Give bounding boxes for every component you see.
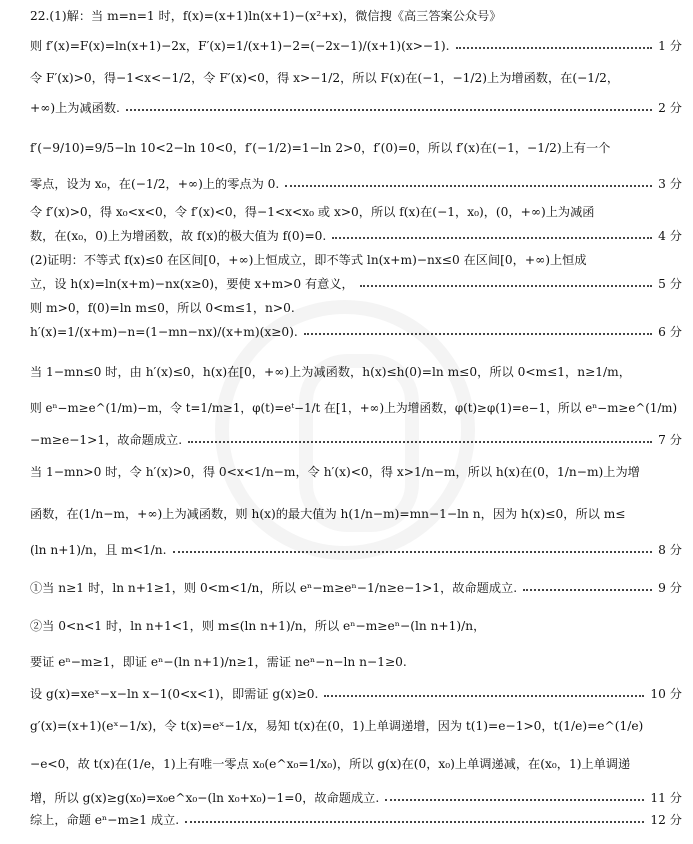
line-text: h′(x)=1/(x+m)−n=(1−mn−nx)/(x+m)(x≥0). (30, 325, 298, 339)
solution-line (30, 464, 682, 480)
line-text: 函数，在(1/n−m，+∞)上为减函数，则 h(x)的最大值为 h(1/n−m)=mn−1−ln n，因为 h(x)≤0，所以 m≤ (30, 507, 626, 521)
score-mark: 6 分 (658, 325, 682, 339)
solution-line (30, 654, 682, 670)
line-text: 则 m>0，f(0)=ln m≤0，所以 0<m≤1，n>0. (30, 301, 295, 315)
dot-leader (360, 285, 652, 287)
score-mark: 9 分 (658, 581, 682, 595)
solution-line (30, 580, 682, 596)
score-mark: 11 分 (650, 791, 682, 805)
solution-line (30, 228, 682, 244)
line-text: 则 eⁿ−m≥e^(1/m)−m，令 t=1/m≥1，φ(t)=eᵗ−1/t 在[1，+∞)上为增函数，φ(t)≥φ(1)=e−1，所以 eⁿ−m≥e^(1/m) (30, 401, 678, 415)
solution-line (30, 100, 682, 116)
solution-line (30, 790, 682, 806)
score-mark: 8 分 (658, 543, 682, 557)
score-mark: 10 分 (650, 687, 682, 701)
solution-line (30, 686, 682, 702)
dot-leader (332, 237, 652, 239)
dot-leader (188, 441, 652, 443)
line-text: +∞)上为减函数. (30, 101, 120, 115)
line-text: 令 F′(x)>0，得−1<x<−1/2，令 F′(x)<0，得 x>−1/2，所以 F(x)在(−1，−1/2)上为增函数，在(−1/2， (30, 71, 620, 85)
score-mark: 4 分 (658, 229, 682, 243)
line-text: −m≥e−1>1，故命题成立. (30, 433, 183, 447)
solution-line (30, 70, 682, 86)
line-text: 当 1−mn≤0 时，由 h′(x)≤0，h(x)在[0，+∞)上为减函数，h(x)≤h(0)=ln m≤0，所以 0<m≤1，n≥1/m， (30, 365, 631, 379)
solution-line (30, 542, 682, 558)
dot-leader (126, 109, 652, 111)
solution-line (30, 718, 682, 734)
line-text: 零点，设为 x₀，在(−1/2，+∞)上的零点为 0. (30, 177, 280, 191)
solution-line (30, 300, 682, 316)
dot-leader (285, 185, 652, 187)
line-text: 设 g(x)=xeˣ−x−ln x−1(0<x<1)，即需证 g(x)≥0. (30, 687, 319, 701)
solution-line (30, 506, 682, 522)
dot-leader (304, 333, 652, 335)
dot-leader (385, 799, 644, 801)
solution-line (30, 324, 682, 340)
solution-line (30, 176, 682, 192)
solution-line (30, 812, 682, 828)
score-mark: 5 分 (658, 277, 682, 291)
dot-leader (456, 47, 653, 49)
dot-leader (324, 695, 644, 697)
line-text: ②当 0<n<1 时，ln n+1<1，则 m≤(ln n+1)/n，所以 eⁿ−m≥eⁿ−(ln n+1)/n， (30, 619, 486, 633)
line-text: g′(x)=(x+1)(eˣ−1/x)，令 t(x)=eˣ−1/x，易知 t(x)在(0，1)上单调递增，因为 t(1)=e−1>0，t(1/e)=e^(1/e) (30, 719, 644, 733)
dot-leader (173, 551, 653, 553)
solution-line (30, 276, 682, 292)
solution-line (30, 140, 682, 156)
line-text: 增，所以 g(x)≥g(x₀)=x₀e^x₀−(ln x₀+x₀)−1=0，故命题成立. (30, 791, 380, 805)
solution-line (30, 364, 682, 380)
line-text: (ln n+1)/n，且 m<1/n. (30, 543, 167, 557)
score-mark: 2 分 (658, 101, 682, 115)
line-text: 22.(1)解：当 m=n=1 时，f(x)=(x+1)ln(x+1)−(x²+x)，微信搜《高三答案公众号》 (30, 9, 502, 23)
line-text: 数，在(x₀，0)上为增函数，故 f(x)的极大值为 f(0)=0. (30, 229, 327, 243)
line-text: −e<0，故 t(x)在(1/e，1)上有唯一零点 x₀(e^x₀=1/x₀)，所以 g(x)在(0，x₀)上单调递减，在(x₀，1)上单调递 (30, 757, 631, 771)
solution-line (30, 432, 682, 448)
line-text: (2)证明：不等式 f(x)≤0 在区间[0，+∞)上恒成立，即不等式 ln(x+m)−nx≤0 在区间[0，+∞)上恒成 (30, 253, 587, 267)
line-text: ①当 n≥1 时，ln n+1≥1，则 0<m<1/n，所以 eⁿ−m≥eⁿ−1/n≥e−1>1，故命题成立. (30, 581, 518, 595)
line-text: 综上，命题 eⁿ−m≥1 成立. (30, 813, 180, 827)
line-text: 令 f′(x)>0，得 x₀<x<0，令 f′(x)<0，得−1<x<x₀ 或 x>0，所以 f(x)在(−1，x₀)，(0，+∞)上为减函 (30, 205, 595, 219)
solution-line (30, 400, 682, 416)
line-text: 立，设 h(x)=ln(x+m)−nx(x≥0)，要使 x+m>0 有意义， (30, 277, 354, 291)
solution-line (30, 252, 682, 268)
solution-line (30, 618, 682, 634)
line-text: 要证 eⁿ−m≥1，即证 eⁿ−(ln n+1)/n≥1，需证 neⁿ−n−ln n−1≥0. (30, 655, 407, 669)
solution-line (30, 8, 682, 24)
score-mark: 3 分 (658, 177, 682, 191)
line-text: 则 f′(x)=F(x)=ln(x+1)−2x，F′(x)=1/(x+1)−2=(−2x−1)/(x+1)(x>−1). (30, 39, 450, 53)
dot-leader (523, 589, 652, 591)
line-text: 当 1−mn>0 时，令 h′(x)>0，得 0<x<1/n−m，令 h′(x)<0，得 x>1/n−m，所以 h(x)在(0，1/n−m)上为增 (30, 465, 640, 479)
solution-line (30, 38, 682, 54)
score-mark: 1 分 (658, 39, 682, 53)
solution-line (30, 756, 682, 772)
line-text: f′(−9/10)=9/5−ln 10<2−ln 10<0，f′(−1/2)=1−ln 2>0，f′(0)=0，所以 f′(x)在(−1，−1/2)上有一个 (30, 141, 611, 155)
score-mark: 7 分 (658, 433, 682, 447)
score-mark: 12 分 (650, 813, 682, 827)
dot-leader (185, 821, 644, 823)
solution-line (30, 204, 682, 220)
